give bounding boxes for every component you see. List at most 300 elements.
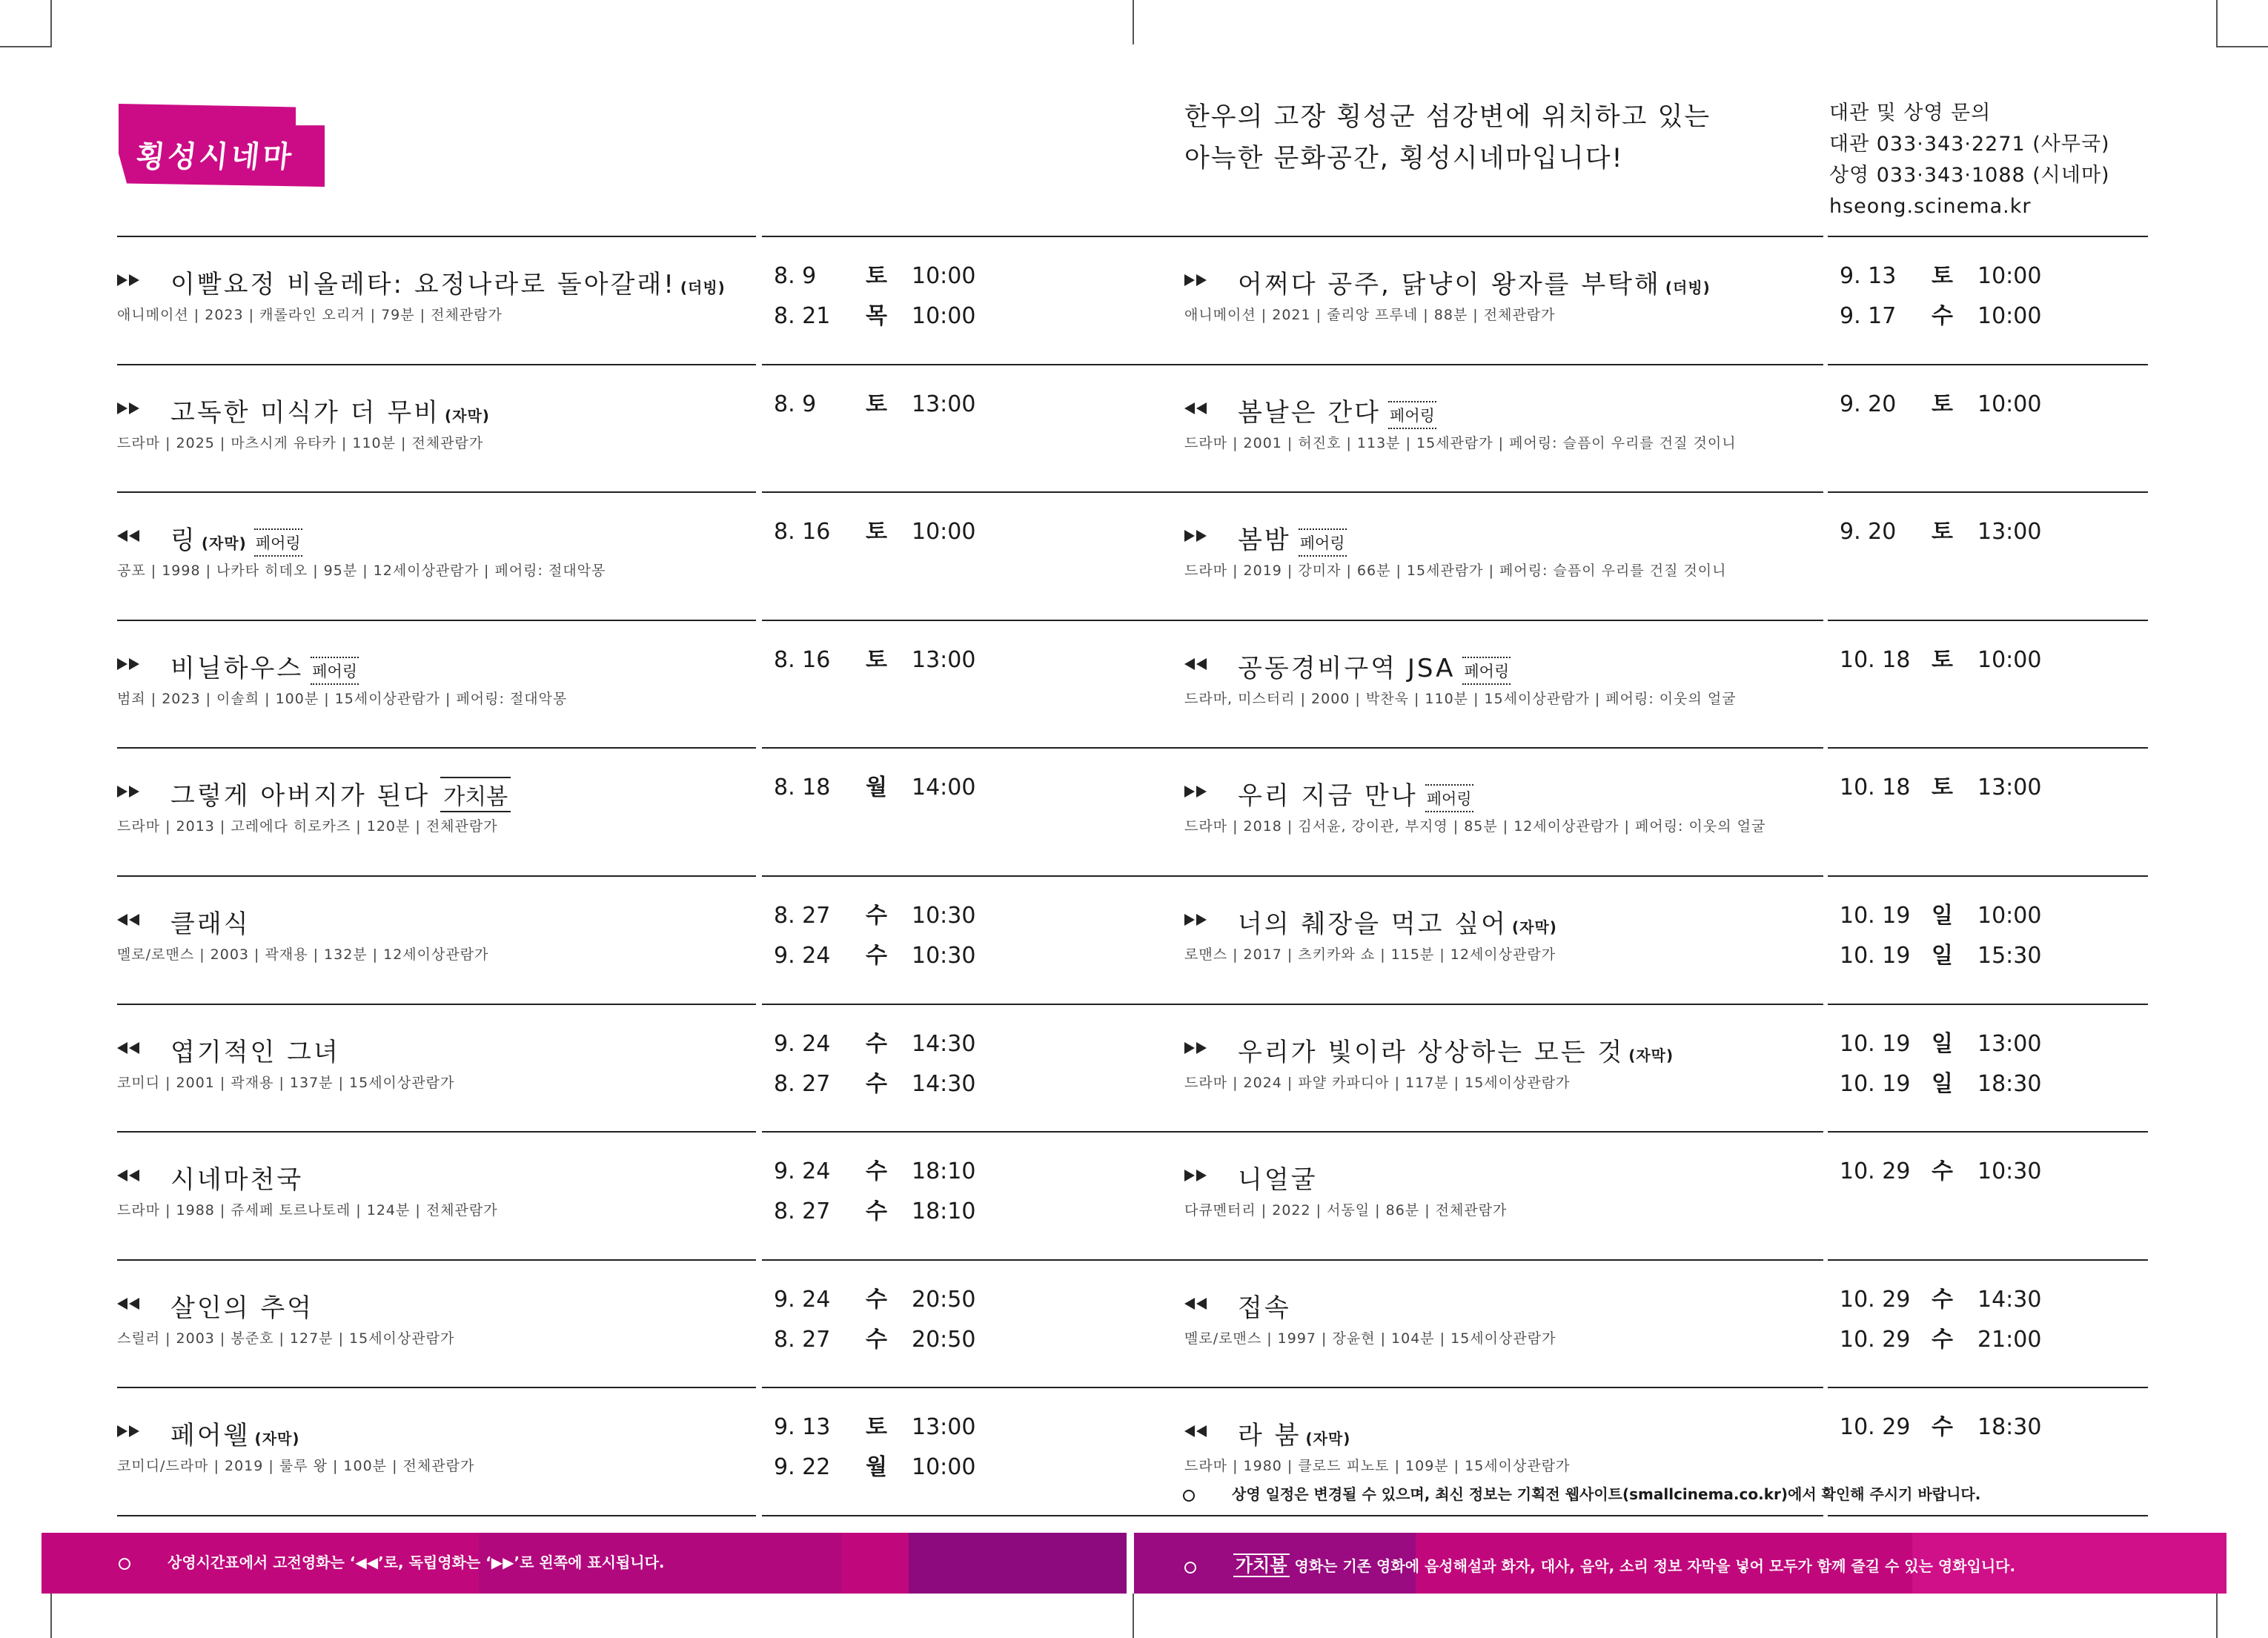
showtime-row — [1840, 640, 2041, 680]
show-date: 9. 22 — [774, 1454, 831, 1481]
film-title — [170, 1415, 299, 1451]
film-title — [1238, 392, 1436, 429]
show-time: 14:30 — [912, 1030, 976, 1057]
indie-film-marker-icon — [1184, 273, 1214, 288]
classic-film-marker-icon — [1184, 1424, 1214, 1439]
showtime-row — [774, 1064, 975, 1104]
show-weekday: 일 — [1932, 1030, 1953, 1057]
showtime-row — [774, 896, 975, 936]
triangle-shape — [1196, 786, 1207, 798]
showtimes — [1840, 1407, 2041, 1448]
triangle-shape — [117, 274, 127, 286]
show-weekday: 수 — [866, 1326, 887, 1353]
language-tag: (자막) — [445, 406, 490, 425]
film-meta: 공포 | 1998 | 나카타 히데오 | 95분 | 12세이상관람가 | 페어링: 절대악몽 — [117, 563, 606, 580]
indie-film-marker-icon — [1184, 528, 1214, 543]
divider-rule — [1828, 1387, 2148, 1388]
gachibom-badge: 가치봄 — [440, 777, 511, 812]
triangle-shape — [117, 658, 127, 670]
show-date: 8. 21 — [774, 303, 831, 329]
intro-text — [1184, 96, 1711, 179]
classic-film-marker-icon — [117, 1296, 147, 1311]
showtimes — [774, 1024, 975, 1104]
showtimes — [774, 896, 975, 976]
triangle-shape — [1184, 1298, 1195, 1310]
show-time: 18:10 — [912, 1198, 976, 1225]
showtime-row — [1840, 385, 2041, 425]
show-date: 10. 19 — [1840, 1070, 1911, 1097]
classic-film-marker-icon — [1184, 1296, 1214, 1311]
divider-rule — [1828, 1131, 2148, 1133]
showtimes — [1840, 1280, 2041, 1360]
divider-rule — [117, 364, 756, 365]
show-weekday: 토 — [1932, 646, 1953, 673]
showtime-row — [774, 1192, 975, 1232]
film-title — [1238, 1032, 1674, 1068]
film-title — [170, 1032, 340, 1068]
show-weekday: 토 — [866, 646, 887, 673]
triangle-shape — [117, 1425, 127, 1437]
show-weekday: 수 — [866, 903, 887, 929]
film-title — [170, 392, 490, 428]
show-date: 8. 27 — [774, 903, 831, 929]
divider-rule — [1184, 1004, 1823, 1005]
showtime-row — [774, 385, 975, 425]
divider-rule — [762, 1131, 1198, 1133]
showtimes — [1840, 640, 2041, 680]
showtime-row — [774, 1280, 975, 1320]
crop-mark — [2216, 1594, 2218, 1638]
showtime-row — [774, 512, 975, 552]
divider-rule — [1184, 747, 1823, 749]
pairing-badge: 페어링 — [1462, 657, 1511, 685]
film-meta: 드라마 | 2018 | 김서윤, 강이관, 부지영 | 85분 | 12세이상관람가 | 페어링: 이웃의 얼굴 — [1184, 818, 1766, 835]
show-weekday: 수 — [866, 1286, 887, 1313]
triangle-shape — [1196, 658, 1207, 670]
show-weekday: 토 — [1932, 391, 1953, 417]
show-time: 13:00 — [912, 391, 976, 417]
triangle-shape — [1184, 914, 1195, 926]
film-meta: 멜로/로맨스 | 2003 | 곽재용 | 132분 | 12세이상관람가 — [117, 946, 489, 963]
film-title-text: 살인의 추억 — [170, 1293, 314, 1323]
triangle-shape — [117, 914, 127, 926]
indie-film-marker-icon — [1184, 784, 1214, 799]
showtimes — [1840, 896, 2041, 976]
show-time: 10:00 — [1977, 903, 2042, 929]
film-meta: 드라마 | 2013 | 고레에다 히로카즈 | 120분 | 전체관람가 — [117, 818, 498, 835]
film-meta: 드라마 | 2001 | 허진호 | 113분 | 15세관람가 | 페어링: 슬픔이 우리를 건질 것이니 — [1184, 434, 1737, 451]
indie-film-marker-icon — [1184, 912, 1214, 927]
showtime-row — [1840, 296, 2041, 336]
film-title — [1238, 903, 1557, 940]
show-date: 9. 20 — [1840, 391, 1897, 417]
showtimes — [774, 1152, 975, 1232]
indie-film-marker-icon — [1184, 1168, 1214, 1183]
divider-rule — [1184, 1515, 1823, 1516]
show-date: 8. 16 — [774, 646, 831, 673]
show-date: 8. 27 — [774, 1198, 831, 1225]
triangle-shape — [117, 402, 127, 414]
triangle-shape — [1196, 274, 1207, 286]
triangle-shape — [1184, 402, 1195, 414]
film-meta: 멜로/로맨스 | 1997 | 장윤현 | 104분 | 15세이상관람가 — [1184, 1330, 1556, 1347]
divider-rule — [762, 620, 1198, 621]
show-time: 14:30 — [912, 1070, 976, 1097]
divider-rule — [117, 1004, 756, 1005]
show-time: 10:00 — [912, 263, 976, 289]
show-weekday: 수 — [1932, 1158, 1953, 1185]
show-weekday: 토 — [1932, 263, 1953, 289]
divider-rule — [1828, 364, 2148, 365]
showtimes — [774, 1407, 975, 1488]
indie-film-marker-icon — [117, 657, 147, 672]
show-date: 10. 18 — [1840, 775, 1911, 801]
divider-rule — [1828, 1515, 2148, 1516]
crop-mark — [2216, 46, 2268, 47]
show-time: 10:00 — [1977, 391, 2042, 417]
film-meta: 드라마 | 1980 | 클로드 피노토 | 109분 | 15세이상관람가 — [1184, 1458, 1571, 1475]
show-weekday: 수 — [866, 943, 887, 969]
film-title — [170, 520, 302, 557]
contact-rental: 대관 033·343·2271 (사무국) — [1829, 133, 2110, 156]
classic-film-marker-icon — [117, 1168, 147, 1183]
film-title — [170, 903, 251, 940]
film-title-text: 이빨요정 비올레타: 요정나라로 돌아갈래! — [170, 270, 676, 299]
show-date: 9. 24 — [774, 1158, 831, 1185]
show-date: 8. 9 — [774, 391, 817, 417]
showtime-row — [774, 1152, 975, 1192]
classic-film-marker-icon — [1184, 657, 1214, 672]
film-title-text: 그렇게 아버지가 된다 — [170, 781, 431, 812]
show-time: 21:00 — [1977, 1326, 2042, 1353]
footer-note-text: 영화는 기존 영화에 음성해설과 화자, 대사, 음악, 소리 정보 자막을 넣어 모두가 함께 즐길 수 있는 영화입니다. — [1289, 1557, 2016, 1575]
divider-rule — [1184, 236, 1823, 237]
showtimes — [774, 385, 975, 425]
show-weekday: 수 — [1932, 1326, 1953, 1353]
show-weekday: 토 — [1932, 519, 1953, 546]
film-meta: 로맨스 | 2017 | 츠키카와 쇼 | 115분 | 12세이상관람가 — [1184, 946, 1556, 963]
triangle-shape — [1196, 1042, 1207, 1054]
divider-rule — [1828, 236, 2148, 237]
film-meta: 드라마, 미스터리 | 2000 | 박찬욱 | 110분 | 15세이상관람가 | 페어링: 이웃의 얼굴 — [1184, 690, 1737, 707]
intro-line: 아늑한 문화공간, 횡성시네마입니다! — [1184, 144, 1624, 173]
show-weekday: 수 — [866, 1070, 887, 1097]
schedule-note — [1183, 1482, 1980, 1504]
bullet-circle-icon — [1183, 1490, 1195, 1502]
indie-film-marker-icon — [1184, 1041, 1214, 1055]
contact-info — [1829, 98, 2110, 222]
film-title-text: 어쩌다 공주, 닭냥이 왕자를 부탁해 — [1238, 270, 1661, 299]
film-meta: 애니메이션 | 2021 | 줄리앙 프루네 | 88분 | 전체관람가 — [1184, 307, 1556, 323]
film-title-text: 봄밤 — [1238, 525, 1291, 556]
footer-note-left — [119, 1551, 665, 1572]
classic-film-marker-icon — [1184, 401, 1214, 416]
divider-rule — [1828, 620, 2148, 621]
showtime-row — [774, 1448, 975, 1488]
triangle-shape — [117, 1042, 127, 1054]
show-date: 9. 24 — [774, 1030, 831, 1057]
triangle-shape — [129, 1170, 139, 1181]
showtime-row — [774, 1407, 975, 1448]
divider-rule — [1184, 491, 1823, 493]
showtime-row — [774, 1024, 975, 1064]
divider-rule — [1184, 364, 1823, 365]
film-meta: 코미디/드라마 | 2019 | 룰루 왕 | 100분 | 전체관람가 — [117, 1458, 475, 1475]
show-date: 10. 29 — [1840, 1158, 1911, 1185]
showtime-row — [1840, 1064, 2041, 1104]
show-time: 13:00 — [1977, 775, 2042, 801]
triangle-shape — [1196, 914, 1207, 926]
contact-heading: 대관 및 상영 문의 — [1829, 102, 1992, 125]
pairing-badge: 페어링 — [1299, 528, 1347, 557]
film-title-text: 페어웰 — [170, 1421, 251, 1451]
film-title — [1238, 1415, 1350, 1451]
triangle-shape — [1196, 530, 1207, 542]
film-meta: 애니메이션 | 2023 | 캐롤라인 오리거 | 79분 | 전체관람가 — [117, 307, 503, 323]
classic-film-marker-icon — [117, 528, 147, 543]
film-meta: 다큐멘터리 | 2022 | 서동일 | 86분 | 전체관람가 — [1184, 1202, 1508, 1219]
show-time: 13:00 — [1977, 519, 2042, 546]
indie-film-marker-icon — [117, 1424, 147, 1439]
triangle-shape — [129, 402, 139, 414]
show-date: 9. 24 — [774, 943, 831, 969]
show-weekday: 수 — [866, 1030, 887, 1057]
show-weekday: 월 — [866, 1454, 887, 1481]
show-time: 20:50 — [912, 1286, 976, 1313]
film-meta: 범죄 | 2023 | 이솔희 | 100분 | 15세이상관람가 | 페어링: 절대악몽 — [117, 690, 568, 707]
show-date: 8. 18 — [774, 775, 831, 801]
divider-rule — [1184, 875, 1823, 877]
show-time: 18:30 — [1977, 1070, 2042, 1097]
triangle-shape — [129, 786, 139, 798]
show-date: 10. 18 — [1840, 646, 1911, 673]
show-time: 18:10 — [912, 1158, 976, 1185]
triangle-shape — [1184, 530, 1195, 542]
show-time: 10:00 — [1977, 646, 2042, 673]
show-weekday: 일 — [1932, 943, 1953, 969]
show-weekday: 토 — [866, 1414, 887, 1441]
divider-rule — [762, 1515, 1198, 1516]
showtimes — [1840, 385, 2041, 425]
film-title-text: 비닐하우스 — [170, 653, 304, 683]
show-date: 10. 29 — [1840, 1286, 1911, 1313]
show-time: 10:30 — [912, 943, 976, 969]
show-date: 8. 16 — [774, 519, 831, 546]
film-title — [1238, 775, 1473, 812]
triangle-shape — [129, 914, 139, 926]
show-date: 10. 19 — [1840, 903, 1911, 929]
film-title-text: 엽기적인 그녀 — [170, 1037, 340, 1067]
showtime-row — [774, 768, 975, 808]
film-title — [170, 775, 511, 812]
showtime-row — [1840, 1280, 2041, 1320]
showtime-row — [774, 1320, 975, 1360]
divider-rule — [117, 1387, 756, 1388]
show-weekday: 토 — [866, 391, 887, 417]
triangle-shape — [129, 1042, 139, 1054]
show-date: 10. 19 — [1840, 943, 1911, 969]
triangle-shape — [117, 1298, 127, 1310]
triangle-shape — [129, 658, 139, 670]
logo-text: 횡성시네마 — [134, 140, 296, 174]
divider-rule — [117, 747, 756, 749]
divider-rule — [1828, 1004, 2148, 1005]
show-date: 9. 20 — [1840, 519, 1897, 546]
contact-screening: 상영 033·343·1088 (시네마) — [1829, 164, 2110, 187]
crop-mark — [1133, 1594, 1134, 1638]
show-date: 9. 24 — [774, 1286, 831, 1313]
intro-line: 한우의 고장 횡성군 섬강변에 위치하고 있는 — [1184, 102, 1711, 132]
film-title-text: 라 붐 — [1238, 1421, 1302, 1451]
show-date: 8. 9 — [774, 263, 817, 289]
show-time: 10:00 — [912, 1454, 976, 1481]
show-time: 15:30 — [1977, 943, 2042, 969]
triangle-shape — [1184, 1042, 1195, 1054]
triangle-shape — [1196, 1298, 1207, 1310]
showtimes — [774, 768, 975, 808]
film-title — [1238, 648, 1511, 685]
classic-film-marker-icon — [117, 1041, 147, 1055]
pairing-badge: 페어링 — [1425, 784, 1473, 812]
film-title — [1238, 264, 1711, 300]
website-link[interactable]: hseong.scinema.kr — [1829, 195, 2032, 218]
showtime-row — [1840, 896, 2041, 936]
film-meta: 스릴러 | 2003 | 봉준호 | 127분 | 15세이상관람가 — [117, 1330, 455, 1347]
triangle-shape — [129, 1425, 139, 1437]
showtime-row — [1840, 1407, 2041, 1448]
show-weekday: 목 — [866, 303, 887, 329]
showtime-row — [774, 936, 975, 976]
show-weekday: 토 — [866, 263, 887, 289]
showtimes — [1840, 256, 2041, 336]
film-meta: 드라마 | 1988 | 쥬세페 토르나토레 | 124분 | 전체관람가 — [117, 1202, 498, 1219]
film-meta: 드라마 | 2019 | 강미자 | 66분 | 15세관람가 | 페어링: 슬픔이 우리를 건질 것이니 — [1184, 563, 1727, 580]
show-time: 10:00 — [1977, 263, 2042, 289]
show-time: 10:30 — [1977, 1158, 2042, 1185]
show-time: 10:00 — [912, 519, 976, 546]
gachibom-badge: 가치봄 — [1233, 1554, 1290, 1577]
showtimes — [774, 640, 975, 680]
language-tag: (자막) — [1628, 1046, 1674, 1064]
triangle-shape — [1184, 1425, 1195, 1437]
showtimes — [1840, 512, 2041, 552]
show-weekday: 수 — [1932, 1414, 1953, 1441]
show-weekday: 수 — [866, 1198, 887, 1225]
show-time: 10:00 — [912, 303, 976, 329]
showtime-row — [1840, 512, 2041, 552]
show-time: 20:50 — [912, 1326, 976, 1353]
show-date: 10. 19 — [1840, 1030, 1911, 1057]
show-date: 8. 27 — [774, 1326, 831, 1353]
film-title-text: 고독한 미식가 더 무비 — [170, 397, 441, 428]
film-title-text: 공동경비구역 JSA — [1238, 653, 1456, 683]
show-time: 14:30 — [1977, 1286, 2042, 1313]
divider-rule — [117, 1515, 756, 1516]
film-meta: 드라마 | 2024 | 파얄 카파디아 | 117분 | 15세이상관람가 — [1184, 1074, 1571, 1091]
showtime-row — [1840, 256, 2041, 296]
film-title-text: 너의 췌장을 먹고 싶어 — [1238, 909, 1508, 939]
language-tag: (자막) — [1512, 918, 1557, 936]
divider-rule — [1184, 1387, 1823, 1388]
divider-rule — [117, 620, 756, 621]
film-meta: 코미디 | 2001 | 곽재용 | 137분 | 15세이상관람가 — [117, 1074, 455, 1091]
show-time: 10:00 — [1977, 303, 2042, 329]
showtimes — [774, 1280, 975, 1360]
showtimes — [1840, 1152, 2041, 1192]
show-time: 18:30 — [1977, 1414, 2042, 1441]
bullet-circle-icon — [119, 1558, 130, 1570]
show-weekday: 월 — [866, 775, 887, 801]
show-date: 10. 29 — [1840, 1414, 1911, 1441]
band-segment — [909, 1533, 1127, 1594]
footer-note-text: 상영시간표에서 고전영화는 ‘◀◀’로, 독립영화는 ‘▶▶’로 왼쪽에 표시됩니다. — [168, 1554, 665, 1571]
showtime-row — [1840, 1320, 2041, 1360]
film-title — [170, 1287, 314, 1324]
show-date: 10. 29 — [1840, 1326, 1911, 1353]
language-tag: (자막) — [1305, 1430, 1351, 1448]
film-title — [1238, 1287, 1291, 1324]
divider-rule — [117, 1131, 756, 1133]
film-title — [170, 264, 726, 300]
showtime-row — [774, 256, 975, 296]
show-weekday: 일 — [1932, 1070, 1953, 1097]
triangle-shape — [117, 1170, 127, 1181]
show-weekday: 토 — [1932, 775, 1953, 801]
divider-rule — [1828, 875, 2148, 877]
indie-film-marker-icon — [117, 401, 147, 416]
show-date: 9. 17 — [1840, 303, 1897, 329]
pairing-badge: 페어링 — [1388, 401, 1436, 429]
divider-rule — [1828, 1259, 2148, 1261]
divider-rule — [762, 236, 1198, 237]
indie-film-marker-icon — [117, 273, 147, 288]
divider-rule — [1184, 620, 1823, 621]
showtime-row — [1840, 936, 2041, 976]
show-time: 14:00 — [912, 775, 976, 801]
show-time: 13:00 — [912, 646, 976, 673]
divider-rule — [117, 236, 756, 237]
divider-rule — [762, 364, 1198, 365]
triangle-shape — [1196, 1425, 1207, 1437]
film-title-text: 봄날은 간다 — [1238, 397, 1382, 428]
divider-rule — [1184, 1131, 1823, 1133]
showtimes — [774, 512, 975, 552]
language-tag: (자막) — [201, 534, 247, 553]
crop-mark — [2216, 0, 2218, 46]
showtime-row — [774, 640, 975, 680]
pairing-badge: 페어링 — [311, 657, 359, 685]
triangle-shape — [1184, 658, 1195, 670]
triangle-shape — [1196, 1170, 1207, 1181]
classic-film-marker-icon — [117, 912, 147, 927]
language-tag: (더빙) — [680, 279, 726, 296]
triangle-shape — [129, 1298, 139, 1310]
film-meta: 드라마 | 2025 | 마츠시게 유타카 | 110분 | 전체관람가 — [117, 434, 484, 451]
divider-rule — [762, 747, 1198, 749]
show-time: 13:00 — [1977, 1030, 2042, 1057]
divider-rule — [1828, 747, 2148, 749]
show-time: 10:30 — [912, 903, 976, 929]
triangle-shape — [1184, 274, 1195, 286]
showtimes — [1840, 768, 2041, 808]
divider-rule — [1828, 491, 2148, 493]
film-title — [1238, 1159, 1318, 1196]
show-date: 8. 27 — [774, 1070, 831, 1097]
film-title — [170, 648, 359, 685]
film-title — [170, 1159, 303, 1196]
show-weekday: 일 — [1932, 903, 1953, 929]
showtime-row — [1840, 1024, 2041, 1064]
